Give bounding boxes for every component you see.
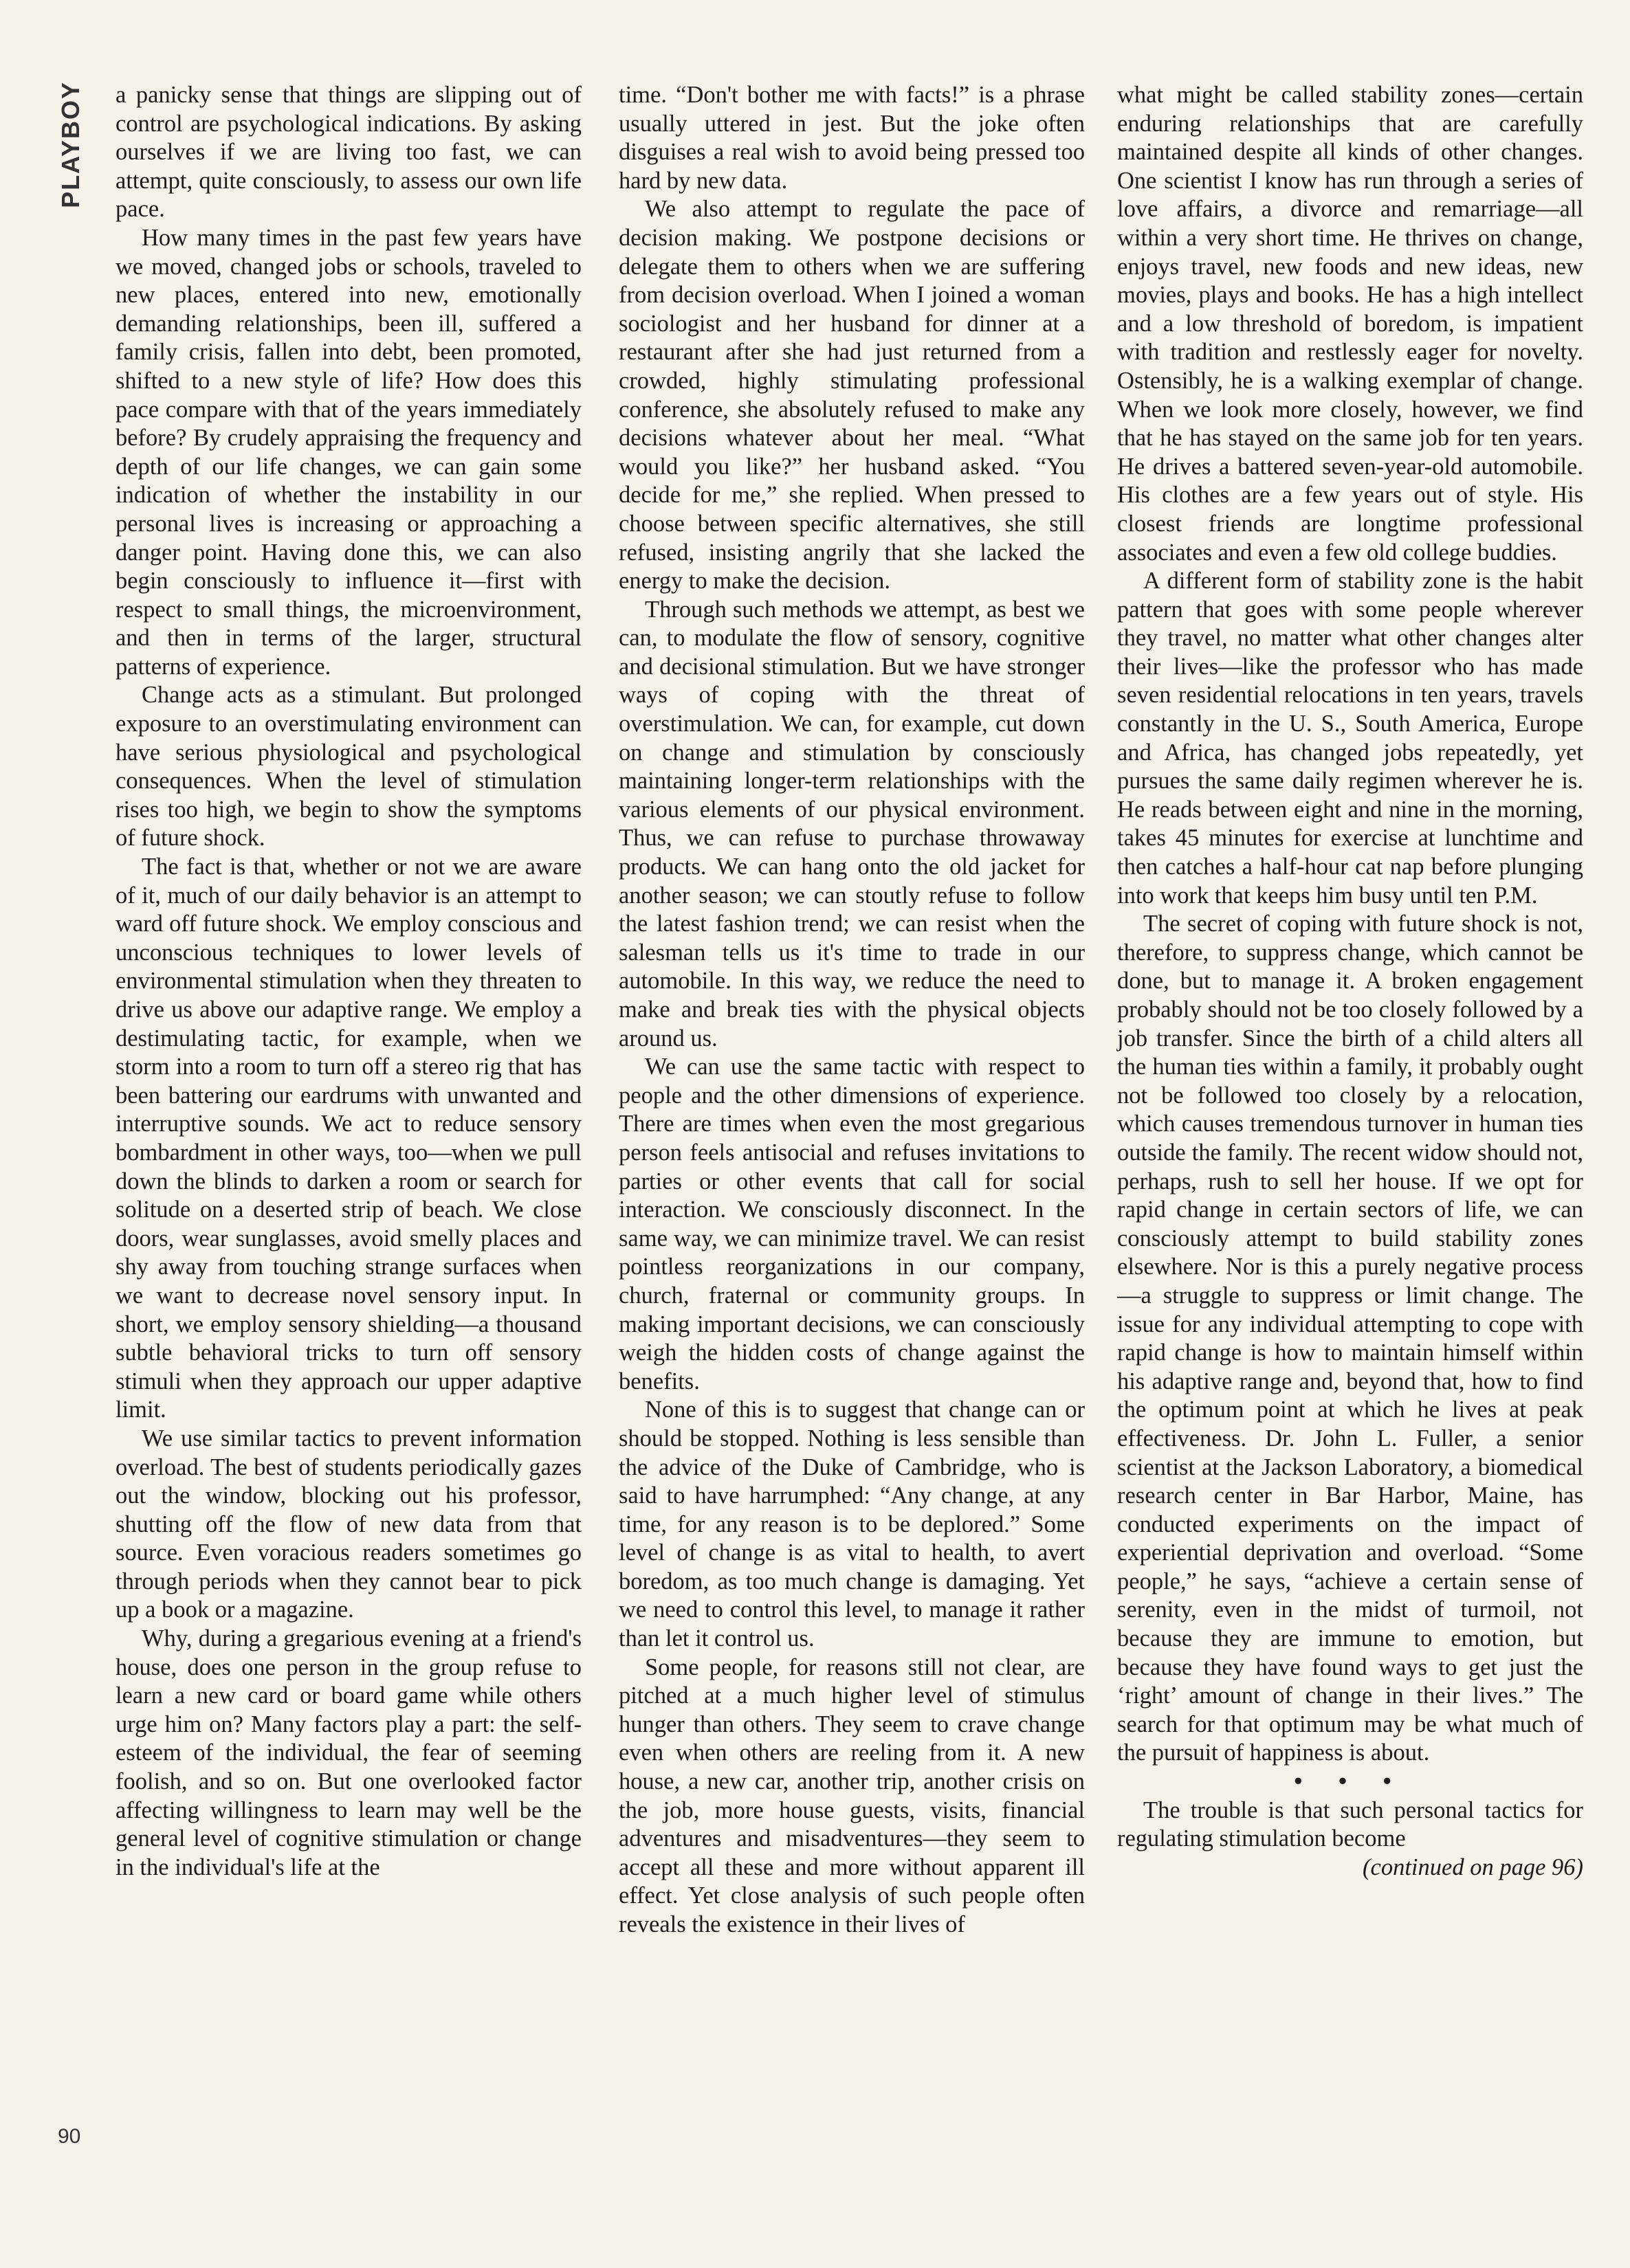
paragraph: The secret of coping with future shock is not, therefore, to suppress change, which cannot be done, but to manage it. A broken engagement probably should not be too closely followed by a job transfer. Since the birth of a child alters all the human ties within a family, it probably ought not be followed too closely by a relocation, which causes tremendous turnover in human ties outside the family. The recent widow should not, perhaps, rush to sell her house. If we opt for rapid change in certain sectors of life, we can consciously attempt to build stability zones elsewhere. Nor is this a purely negative process—a struggle to suppress or limit change. The issue for any individual attempting to cope with rapid change is how to maintain himself within his adaptive range and, beyond that, how to find the optimum point at which he lives at peak effectiveness. Dr. John L. Fuller, a senior scientist at the Jackson Laboratory, a biomedical research center in Bar Harbor, Maine, has conducted experiments on the impact of experiential deprivation and overload. “Some people,” he says, “achieve a certain sense of serenity, even in the midst of turmoil, not because they are immune to emotion, but because they have found ways to get just the ‘right’ amount of change in their lives.” The search for that optimum may be what much of the pursuit of happiness is about. [1117, 911, 1583, 1766]
page-number: 90 [58, 2125, 81, 2148]
paragraph: what might be called stability zones—certain enduring relationships that are carefully maintained despite all kinds of other changes. One scientist I know has run through a series of love affairs, a divorce and remarriage—all within a very short time. He thrives on change, enjoys travel, new foods and new ideas, new movies, plays and books. He has a high intellect and a low threshold of boredom, is impatient with tradition and restlessly eager for novelty. Ostensibly, he is a walking exemplar of change. When we look more closely, however, we find that he has stayed on the same job for ten years. He drives a battered seven-year-old automobile. His clothes are a few years out of style. His closest friends are longtime professional associates and even a few old college buddies. [1117, 82, 1583, 566]
text-column-1 [115, 81, 582, 1882]
paragraph: We also attempt to regulate the pace of decision making. We postpone decisions or delegate them to others when we are suffering from decision overload. When I joined a woman sociologist and her husband for dinner at a restaurant after she had just returned from a crowded, highly stimulating professional conference, she absolutely refused to make any decisions whatever about her meal. “What would you like?” her husband asked. “You decide for me,” she replied. When pressed to choose between specific alternatives, she still refused, insisting angrily that she lacked the energy to make the decision. [619, 196, 1085, 594]
paragraph: The fact is that, whether or not we are aware of it, much of our daily behavior is an attempt to ward off future shock. We employ conscious and unconscious techniques to lower levels of environmental stimulation when they threaten to drive us above our adaptive range. We employ a destimulating tactic, for example, when we storm into a room to turn off a stereo rig that has been battering our eardrums with unwanted and interruptive sounds. We act to reduce sensory bombardment in other ways, too—when we pull down the blinds to darken a room or search for solitude on a deserted strip of beach. We close doors, wear sunglasses, avoid smelly places and shy away from touching strange surfaces when we want to decrease novel sensory input. In short, we employ sensory shielding—a thousand subtle behavioral tricks to turn off sensory stimuli when they approach our upper adaptive limit. [115, 854, 582, 1423]
continued-on-link: (continued on page 96) [1363, 1854, 1583, 1880]
masthead-vertical: PLAYBOY [56, 81, 85, 208]
paragraph: a panicky sense that things are slipping out of control are psychological indications. By asking ourselves if we are living too fast, we can attempt, quite consciously, to assess our own life pace. [115, 82, 582, 223]
paragraph: A different form of stability zone is the habit pattern that goes with some people wherever they travel, no matter what other changes alter their lives—like the professor who has made seven residential relocations in ten years, travels constantly in the U. S., South America, Europe and Africa, has changed jobs repeatedly, yet pursues the same daily regimen wherever he is. He reads between eight and nine in the morning, takes 45 minutes for exercise at lunchtime and then catches a half-hour cat nap before plunging into work that keeps him busy until ten P.M. [1117, 568, 1583, 909]
paragraph: We can use the same tactic with respect to people and the other dimensions of experience. There are times when even the most gregarious person feels antisocial and refuses invitations to parties or other events that call for social interaction. We consciously disconnect. In the same way, we can minimize travel. We can resist pointless reorganizations in our company, church, fraternal or community groups. In making important decisions, we can consciously weigh the hidden costs of change against the benefits. [619, 1054, 1085, 1394]
paragraph: We use similar tactics to prevent information overload. The best of students periodically gazes out the window, blocking out his professor, shutting off the flow of new data from that source. Even voracious readers sometimes go through periods when they cannot bear to pick up a book or a magazine. [115, 1425, 582, 1623]
paragraph: time. “Don't bother me with facts!” is a phrase usually uttered in jest. But the joke often disguises a real wish to avoid being pressed too hard by new data. [619, 82, 1085, 194]
paragraph: None of this is to suggest that change can or should be stopped. Nothing is less sensible than the advice of the Duke of Cambridge, who is said to have harrumphed: “Any change, at any time, for any reason is to be deplored.” Some level of change is as vital to health, to avert boredom, as too much change is damaging. Yet we need to control this level, to manage it rather than let it control us. [619, 1397, 1085, 1652]
paragraph: Through such methods we attempt, as best we can, to modulate the flow of sensory, cognitive and decisional stimulation. But we have stronger ways of coping with the threat of overstimulation. We can, for example, cut down on change and stimulation by consciously maintaining longer-term relationships with the various elements of our physical environment. Thus, we can refuse to purchase throwaway products. We can hang onto the old jacket for another season; we can stoutly refuse to follow the latest fashion trend; we can resist when the salesman tells us it's time to trade in our automobile. In this way, we reduce the need to make and break ties with the physical objects around us. [619, 596, 1085, 1052]
paragraph: Some people, for reasons still not clear, are pitched at a much higher level of stimulus hunger than others. They seem to crave change even when others are reeling from it. A new house, a new car, another trip, another crisis on the job, more house guests, visits, financial adventures and misadventures—they seem to accept all these and more without apparent ill effect. Yet close analysis of such people often reveals the existence in their lives of [619, 1654, 1085, 1937]
paragraph: How many times in the past few years have we moved, changed jobs or schools, traveled to new places, entered into new, emotionally demanding relationships, been ill, suffered a family crisis, fallen into debt, been promoted, shifted to a new style of life? How does this pace compare with that of the years immediately before? By crudely appraising the frequency and depth of our life changes, we can gain some indication of whether the instability in our personal lives is increasing or approaching a danger point. Having done this, we can also begin consciously to influence it—first with respect to small things, the microenvironment, and then in terms of the larger, structural patterns of experience. [115, 224, 582, 680]
paragraph: Why, during a gregarious evening at a friend's house, does one person in the group refuse to learn a new card or board game while others urge him on? Many factors play a part: the self-esteem of the individual, the fear of seeming foolish, and so on. But one overlooked factor affecting willingness to learn may well be the general level of cognitive stimulation or change in the individual's life at the [115, 1625, 582, 1880]
text-column-3 [1117, 81, 1583, 1882]
text-column-2 [619, 81, 1085, 1939]
section-separator: • • • [1294, 1768, 1407, 1795]
paragraph: The trouble is that such personal tactics for regulating stimulation become [1117, 1797, 1583, 1852]
paragraph: Change acts as a stimulant. But prolonged exposure to an overstimulating environment can have serious physiological and psychological consequences. When the level of stimulation rises too high, we begin to show the symptoms of future shock. [115, 682, 582, 852]
